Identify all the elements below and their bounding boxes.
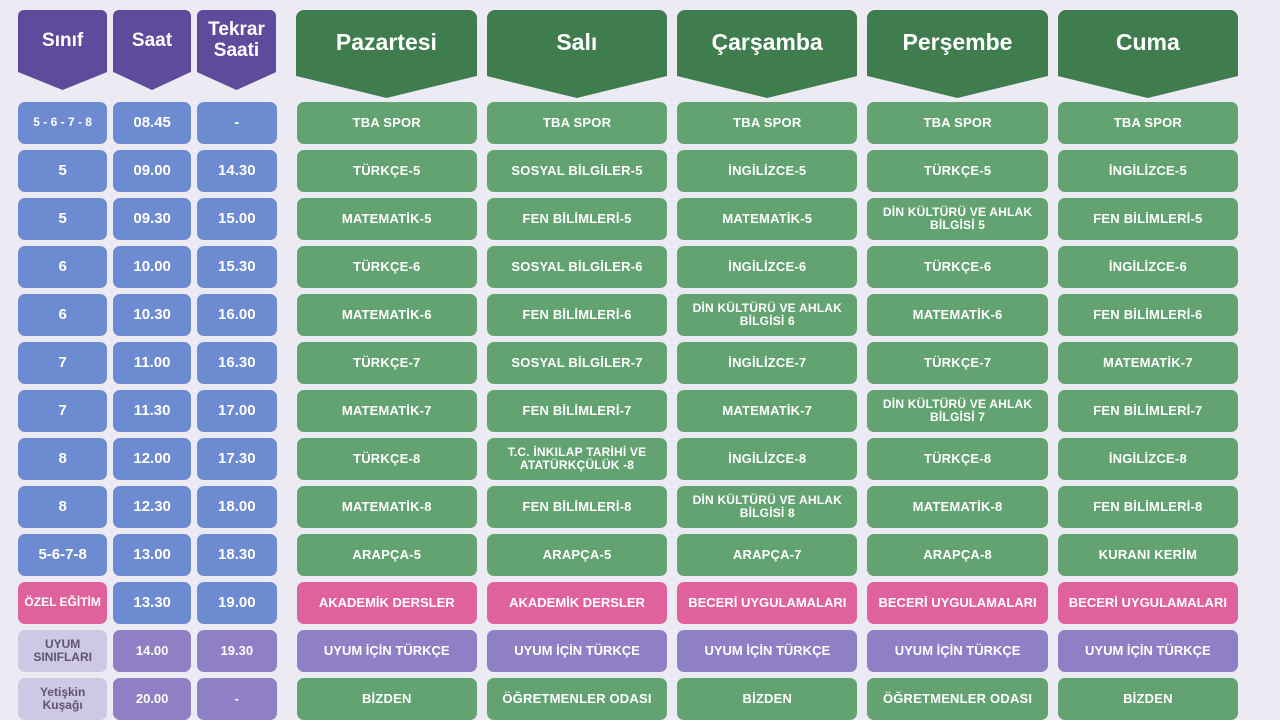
cell-sinif: 5 - 6 - 7 - 8 (18, 102, 107, 144)
header-tekrar-saati: Tekrar Saati (197, 10, 277, 72)
header-sali: Salı (487, 10, 667, 76)
cell-lesson: ÖĞRETMENLER ODASI (487, 678, 667, 720)
schedule-grid (18, 102, 1238, 720)
cell-lesson: FEN BİLİMLERİ-5 (487, 198, 667, 240)
cell-lesson: ÖĞRETMENLER ODASI (867, 678, 1047, 720)
header-persembe: Perşembe (867, 10, 1047, 76)
cell-lesson: DİN KÜLTÜRÜ VE AHLAK BİLGİSİ 8 (677, 486, 857, 528)
cell-saat: 09.00 (113, 150, 191, 192)
cell-lesson: KURANI KERİM (1058, 534, 1238, 576)
cell-tekrar-saati: 16.00 (197, 294, 277, 336)
cell-lesson: ARAPÇA-5 (297, 534, 477, 576)
table-header-row (18, 10, 1238, 102)
cell-lesson: TÜRKÇE-5 (297, 150, 477, 192)
cell-lesson: ARAPÇA-5 (487, 534, 667, 576)
cell-lesson: FEN BİLİMLERİ-8 (487, 486, 667, 528)
cell-sinif: 5 (18, 150, 107, 192)
cell-lesson: AKADEMİK DERSLER (297, 582, 477, 624)
cell-tekrar-saati: 14.30 (197, 150, 277, 192)
cell-lesson: TÜRKÇE-8 (297, 438, 477, 480)
cell-lesson: FEN BİLİMLERİ-6 (1058, 294, 1238, 336)
cell-tekrar-saati: 15.00 (197, 198, 277, 240)
cell-lesson: MATEMATİK-7 (297, 390, 477, 432)
cell-saat: 12.00 (113, 438, 191, 480)
cell-lesson: MATEMATİK-7 (677, 390, 857, 432)
cell-lesson: UYUM İÇİN TÜRKÇE (867, 630, 1047, 672)
cell-tekrar-saati: 17.00 (197, 390, 277, 432)
cell-lesson: İNGİLİZCE-6 (1058, 246, 1238, 288)
header-carsamba: Çarşamba (677, 10, 857, 76)
table-row (18, 342, 1238, 384)
table-row (18, 198, 1238, 240)
cell-lesson: T.C. İNKILAP TARİHİ VE ATATÜRKÇÜLÜK -8 (487, 438, 667, 480)
cell-lesson: TBA SPOR (867, 102, 1047, 144)
table-row (18, 294, 1238, 336)
cell-saat: 20.00 (113, 678, 191, 720)
cell-lesson: TBA SPOR (297, 102, 477, 144)
table-row (18, 582, 1238, 624)
cell-saat: 13.00 (113, 534, 191, 576)
cell-lesson: MATEMATİK-7 (1058, 342, 1238, 384)
cell-lesson: ARAPÇA-7 (677, 534, 857, 576)
cell-sinif: 6 (18, 246, 107, 288)
cell-sinif: 6 (18, 294, 107, 336)
cell-lesson: FEN BİLİMLERİ-8 (1058, 486, 1238, 528)
cell-lesson: DİN KÜLTÜRÜ VE AHLAK BİLGİSİ 7 (867, 390, 1047, 432)
cell-lesson: DİN KÜLTÜRÜ VE AHLAK BİLGİSİ 5 (867, 198, 1047, 240)
cell-sinif: ÖZEL EĞİTİM (18, 582, 107, 624)
cell-sinif: 5 (18, 198, 107, 240)
cell-tekrar-saati: - (197, 102, 277, 144)
cell-tekrar-saati: 19.30 (197, 630, 277, 672)
cell-lesson: TÜRKÇE-8 (867, 438, 1047, 480)
cell-lesson: TÜRKÇE-6 (867, 246, 1047, 288)
cell-lesson: BECERİ UYGULAMALARI (1058, 582, 1238, 624)
cell-lesson: İNGİLİZCE-8 (1058, 438, 1238, 480)
cell-lesson: FEN BİLİMLERİ-7 (1058, 390, 1238, 432)
cell-lesson: BECERİ UYGULAMALARI (677, 582, 857, 624)
cell-lesson: İNGİLİZCE-6 (677, 246, 857, 288)
cell-sinif: UYUM SINIFLARI (18, 630, 107, 672)
cell-lesson: MATEMATİK-5 (677, 198, 857, 240)
cell-lesson: AKADEMİK DERSLER (487, 582, 667, 624)
table-row (18, 150, 1238, 192)
cell-saat: 12.30 (113, 486, 191, 528)
cell-saat: 11.30 (113, 390, 191, 432)
cell-lesson: BİZDEN (1058, 678, 1238, 720)
cell-lesson: TÜRKÇE-7 (297, 342, 477, 384)
cell-lesson: BİZDEN (297, 678, 477, 720)
cell-lesson: FEN BİLİMLERİ-5 (1058, 198, 1238, 240)
table-row (18, 486, 1238, 528)
cell-saat: 10.00 (113, 246, 191, 288)
header-pazartesi: Pazartesi (296, 10, 476, 76)
cell-lesson: ARAPÇA-8 (867, 534, 1047, 576)
cell-lesson: İNGİLİZCE-7 (677, 342, 857, 384)
cell-lesson: TBA SPOR (677, 102, 857, 144)
cell-lesson: UYUM İÇİN TÜRKÇE (487, 630, 667, 672)
cell-lesson: UYUM İÇİN TÜRKÇE (297, 630, 477, 672)
cell-saat: 11.00 (113, 342, 191, 384)
table-row (18, 438, 1238, 480)
cell-sinif: 8 (18, 486, 107, 528)
cell-lesson: FEN BİLİMLERİ-6 (487, 294, 667, 336)
cell-lesson: İNGİLİZCE-5 (1058, 150, 1238, 192)
cell-lesson: MATEMATİK-8 (297, 486, 477, 528)
cell-lesson: TBA SPOR (487, 102, 667, 144)
cell-lesson: BECERİ UYGULAMALARI (867, 582, 1047, 624)
cell-tekrar-saati: 18.30 (197, 534, 277, 576)
cell-lesson: FEN BİLİMLERİ-7 (487, 390, 667, 432)
cell-saat: 09.30 (113, 198, 191, 240)
cell-lesson: MATEMATİK-5 (297, 198, 477, 240)
cell-tekrar-saati: 15.30 (197, 246, 277, 288)
cell-lesson: İNGİLİZCE-5 (677, 150, 857, 192)
cell-lesson: SOSYAL BİLGİLER-7 (487, 342, 667, 384)
header-sinif: Sınıf (18, 10, 107, 72)
cell-lesson: UYUM İÇİN TÜRKÇE (677, 630, 857, 672)
table-row (18, 390, 1238, 432)
cell-saat: 08.45 (113, 102, 191, 144)
table-row (18, 678, 1238, 720)
header-cuma: Cuma (1058, 10, 1238, 76)
cell-lesson: DİN KÜLTÜRÜ VE AHLAK BİLGİSİ 6 (677, 294, 857, 336)
cell-saat: 13.30 (113, 582, 191, 624)
cell-sinif: 5-6-7-8 (18, 534, 107, 576)
cell-saat: 10.30 (113, 294, 191, 336)
cell-lesson: TBA SPOR (1058, 102, 1238, 144)
cell-lesson: UYUM İÇİN TÜRKÇE (1058, 630, 1238, 672)
cell-lesson: MATEMATİK-8 (867, 486, 1047, 528)
table-row (18, 630, 1238, 672)
header-saat: Saat (113, 10, 191, 72)
cell-tekrar-saati: - (197, 678, 277, 720)
cell-sinif: 7 (18, 342, 107, 384)
cell-sinif: Yetişkin Kuşağı (18, 678, 107, 720)
cell-lesson: MATEMATİK-6 (867, 294, 1047, 336)
cell-lesson: İNGİLİZCE-8 (677, 438, 857, 480)
cell-lesson: BİZDEN (677, 678, 857, 720)
cell-tekrar-saati: 19.00 (197, 582, 277, 624)
table-row (18, 246, 1238, 288)
cell-lesson: SOSYAL BİLGİLER-6 (487, 246, 667, 288)
cell-lesson: TÜRKÇE-7 (867, 342, 1047, 384)
cell-lesson: TÜRKÇE-5 (867, 150, 1047, 192)
cell-saat: 14.00 (113, 630, 191, 672)
table-row (18, 534, 1238, 576)
cell-sinif: 8 (18, 438, 107, 480)
cell-lesson: MATEMATİK-6 (297, 294, 477, 336)
cell-tekrar-saati: 17.30 (197, 438, 277, 480)
table-row (18, 102, 1238, 144)
cell-lesson: SOSYAL BİLGİLER-5 (487, 150, 667, 192)
cell-lesson: TÜRKÇE-6 (297, 246, 477, 288)
cell-tekrar-saati: 16.30 (197, 342, 277, 384)
cell-sinif: 7 (18, 390, 107, 432)
cell-tekrar-saati: 18.00 (197, 486, 277, 528)
